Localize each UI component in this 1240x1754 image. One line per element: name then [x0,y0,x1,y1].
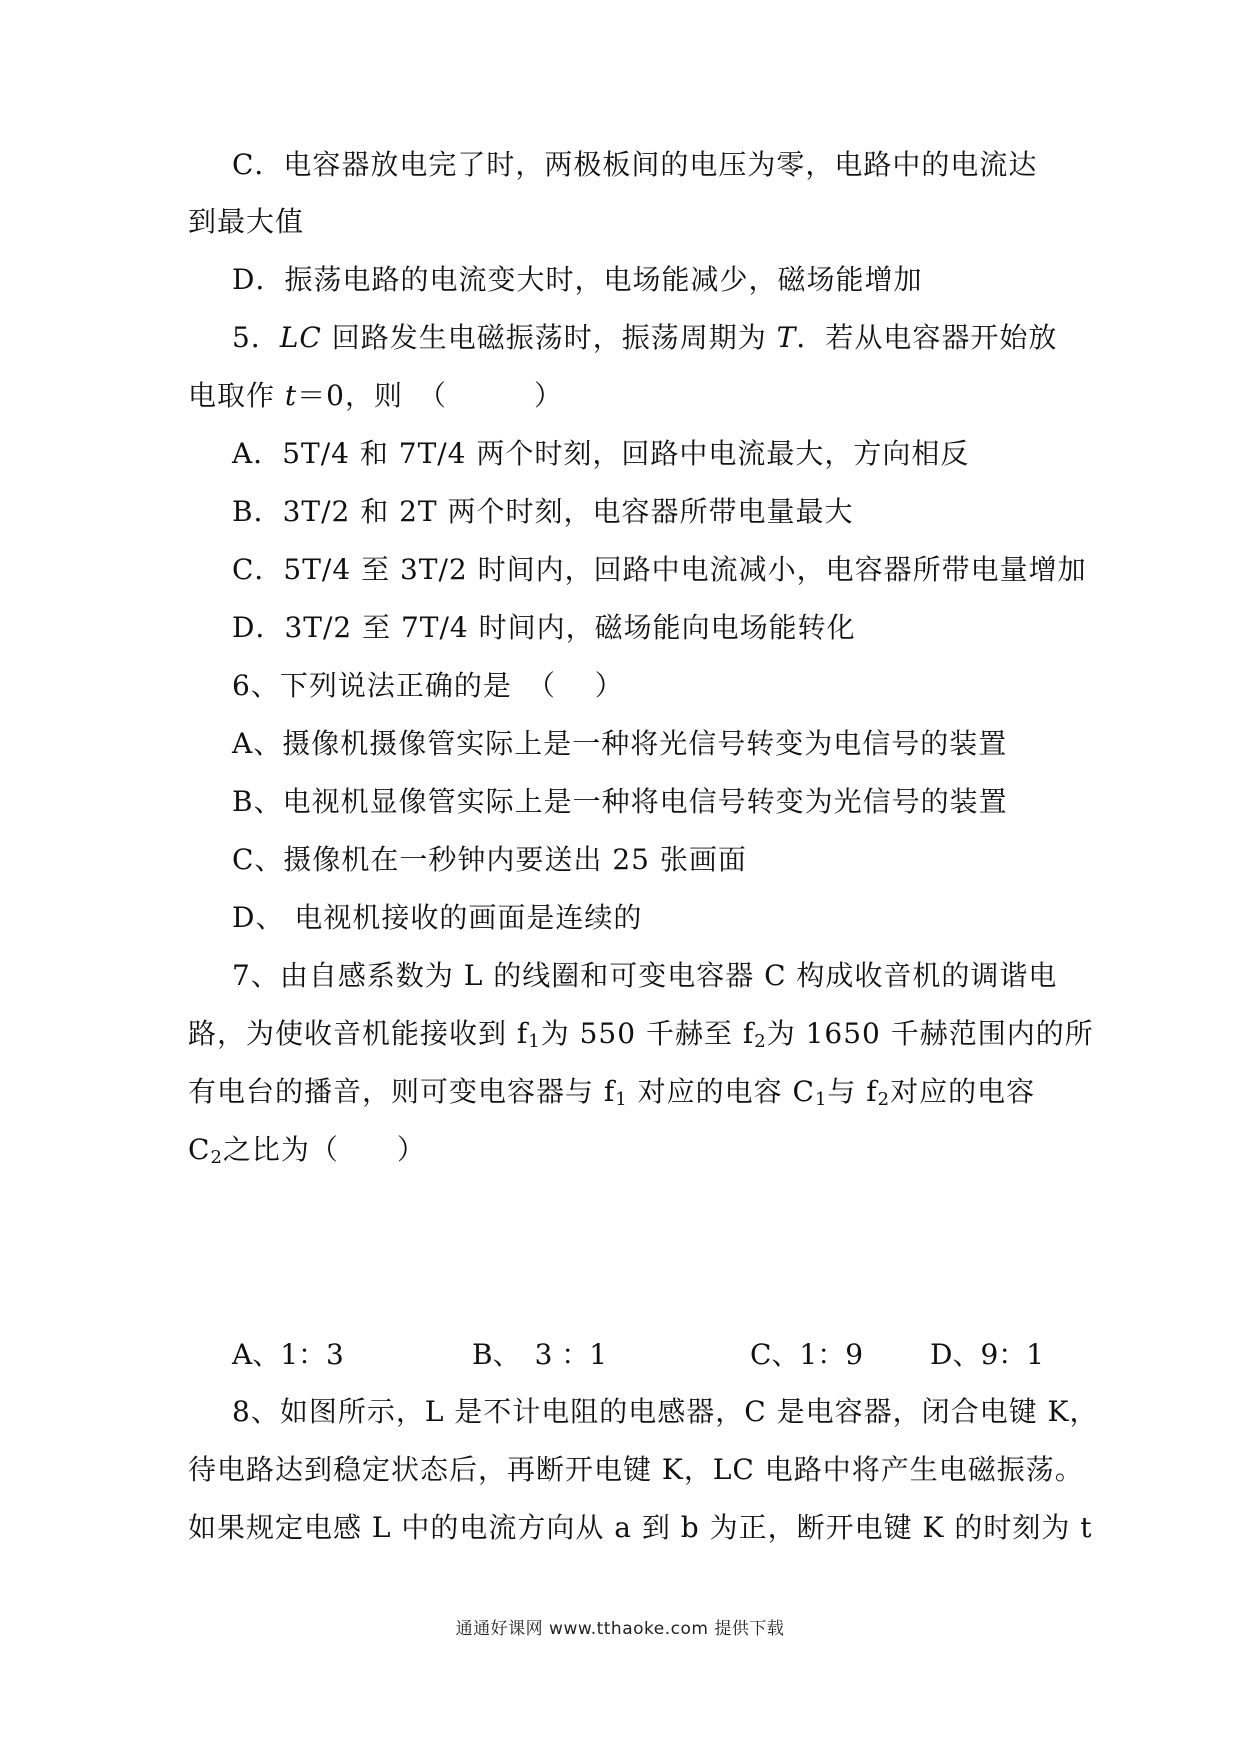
q5-period-t: T [776,321,797,354]
q7-option-d: D、9：1 [930,1338,1045,1371]
q4-option-c-line2: 到最大值 [188,205,305,238]
q5-line2-b: ＝0，则 （ ） [297,379,563,412]
q6-stem: 6、下列说法正确的是 （ ） [232,669,624,702]
q8-stem-line1: 8、如图所示，L 是不计电阻的电感器，C 是电容器，闭合电键 K， [232,1395,1099,1428]
q7-l3-d: 对应的电容 [890,1075,1036,1108]
q7-l3-sub-f1: 1 [615,1089,628,1110]
q5-lc: LC [279,321,322,354]
q5-stem-a: 回路发生电磁振荡时，振荡周期为 [321,321,777,354]
q8-stem-line3: 如果规定电感 L 中的电流方向从 a 到 b 为正，断开电键 K 的时刻为 t [188,1511,1093,1544]
q7-l4-sub-c2: 2 [210,1147,223,1168]
q7-sub-2: 2 [754,1031,767,1052]
q8-stem-line2: 待电路达到稳定状态后，再断开电键 K，LC 电路中将产生电磁振荡。 [188,1453,1084,1486]
page-footer: 通通好课网 www.tthaoke.com 提供下载 [455,1619,785,1639]
q7-l2-c: 为 1650 千赫范围内的所 [766,1017,1094,1050]
q7-l2-a: 路，为使收音机能接收到 f [188,1017,529,1050]
q6-option-b: B、电视机显像管实际上是一种将电信号转变为光信号的装置 [232,785,1008,818]
q5-option-d: D．3T/2 至 7T/4 时间内，磁场能向电场能转化 [232,611,856,644]
q7-l3-sub-f2: 2 [877,1089,891,1110]
q5-stem-line1 [232,318,1057,358]
q5-stem-b: ．若从电容器开始放 [796,321,1058,354]
q7-option-a: A、1：3 [232,1338,344,1371]
q4-option-d: D．振荡电路的电流变大时，电场能减少，磁场能增加 [232,263,923,296]
q7-l4-a: C [188,1133,211,1166]
q5-option-c: C．5T/4 至 3T/2 时间内，回路中电流减小，电容器所带电量增加 [232,553,1087,586]
q5-option-a: A．5T/4 和 7T/4 两个时刻，回路中电流最大，方向相反 [232,437,970,470]
q7-l3-b: 对应的电容 C [627,1075,815,1108]
q7-l3-a: 有电台的播音，则可变电容器与 f [188,1075,616,1108]
q5-stem-line2 [188,376,563,416]
q7-option-b: B、 3 ：1 [472,1338,608,1371]
q7-stem-line1: 7、由自感系数为 L 的线圈和可变电容器 C 构成收音机的调谐电 [232,959,1058,992]
q5-number: 5． [232,321,280,354]
q7-sub-1: 1 [528,1031,541,1052]
q6-option-a: A、摄像机摄像管实际上是一种将光信号转变为电信号的装置 [232,727,1008,760]
q4-option-c-line1: C．电容器放电完了时，两极板间的电压为零，电路中的电流达 [232,148,1038,181]
q7-option-c: C、1：9 [750,1338,864,1371]
q7-l2-b: 为 550 千赫至 f [540,1017,755,1050]
q7-l3-sub-c1: 1 [814,1089,828,1110]
q5-line2-a: 电取作 [188,379,285,412]
q5-time-t: t [284,379,298,412]
q7-stem-line3 [188,1072,1035,1112]
q6-option-c: C、摄像机在一秒钟内要送出 25 张画面 [232,843,747,876]
q5-option-b: B．3T/2 和 2T 两个时刻，电容器所带电量最大 [232,495,854,528]
q7-l4-b: 之比为（ ） [222,1133,426,1166]
q7-stem-line4 [188,1130,426,1170]
q7-l3-c: 与 f [827,1075,878,1108]
q7-stem-line2 [188,1014,1094,1054]
q6-option-d: D、 电视机接收的画面是连续的 [232,901,643,934]
